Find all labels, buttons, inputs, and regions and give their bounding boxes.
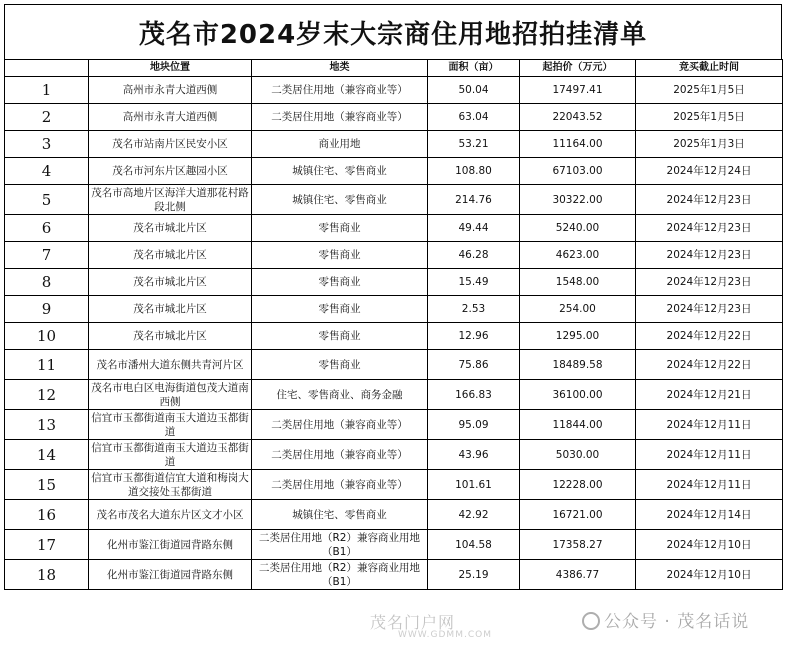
row-deadline: 2024年12月11日 (636, 410, 783, 440)
table-header-row (5, 60, 783, 77)
row-land-use: 零售商业 (252, 350, 428, 380)
row-location: 茂名市城北片区 (89, 323, 252, 350)
row-location: 茂名市城北片区 (89, 269, 252, 296)
row-starting-price: 30322.00 (520, 185, 636, 215)
row-number: 10 (5, 323, 89, 350)
row-starting-price: 254.00 (520, 296, 636, 323)
table-row (5, 242, 783, 269)
row-location: 茂名市潘州大道东侧共青河片区 (89, 350, 252, 380)
table-row (5, 560, 783, 590)
watermark-url: WWW.GDMM.COM (398, 630, 492, 640)
row-deadline: 2025年1月5日 (636, 77, 783, 104)
row-number: 17 (5, 530, 89, 560)
row-number: 4 (5, 158, 89, 185)
row-area: 63.04 (428, 104, 520, 131)
row-starting-price: 18489.58 (520, 350, 636, 380)
header-starting-price: 起拍价（万元） (520, 60, 636, 77)
row-deadline: 2024年12月23日 (636, 215, 783, 242)
row-area: 75.86 (428, 350, 520, 380)
row-number: 2 (5, 104, 89, 131)
watermark-account-label: 公众号 · 茂名话说 (604, 612, 750, 632)
row-starting-price: 17358.27 (520, 530, 636, 560)
row-location: 茂名市站南片区民安小区 (89, 131, 252, 158)
row-deadline: 2024年12月22日 (636, 350, 783, 380)
row-location: 茂名市茂名大道东片区文才小区 (89, 500, 252, 530)
row-number: 14 (5, 440, 89, 470)
row-area: 166.83 (428, 380, 520, 410)
row-starting-price: 11844.00 (520, 410, 636, 440)
row-land-use: 二类居住用地（兼容商业等） (252, 104, 428, 131)
table-row (5, 269, 783, 296)
table-row (5, 131, 783, 158)
watermark-account (582, 607, 749, 632)
row-land-use: 二类居住用地（兼容商业等） (252, 410, 428, 440)
row-deadline: 2024年12月23日 (636, 296, 783, 323)
table-row (5, 215, 783, 242)
row-number: 5 (5, 185, 89, 215)
row-starting-price: 67103.00 (520, 158, 636, 185)
row-area: 49.44 (428, 215, 520, 242)
row-area: 101.61 (428, 470, 520, 500)
row-location: 高州市永青大道西侧 (89, 77, 252, 104)
table-row (5, 440, 783, 470)
row-deadline: 2024年12月23日 (636, 269, 783, 296)
row-land-use: 城镇住宅、零售商业 (252, 185, 428, 215)
row-area: 15.49 (428, 269, 520, 296)
row-starting-price: 36100.00 (520, 380, 636, 410)
row-starting-price: 5240.00 (520, 215, 636, 242)
row-starting-price: 16721.00 (520, 500, 636, 530)
row-number: 11 (5, 350, 89, 380)
row-starting-price: 17497.41 (520, 77, 636, 104)
row-location: 高州市永青大道西侧 (89, 104, 252, 131)
table-row (5, 296, 783, 323)
row-starting-price: 1295.00 (520, 323, 636, 350)
row-starting-price: 5030.00 (520, 440, 636, 470)
row-location: 茂名市电白区电海街道包茂大道南西侧 (89, 380, 252, 410)
row-land-use: 零售商业 (252, 215, 428, 242)
row-location: 化州市鉴江街道园背路东侧 (89, 560, 252, 590)
row-number: 9 (5, 296, 89, 323)
row-number: 6 (5, 215, 89, 242)
row-location: 信宜市玉都街道信宜大道和梅岗大道交接处玉都街道 (89, 470, 252, 500)
header-no (5, 60, 89, 77)
row-location: 茂名市河东片区趣园小区 (89, 158, 252, 185)
row-deadline: 2024年12月11日 (636, 440, 783, 470)
row-deadline: 2025年1月3日 (636, 131, 783, 158)
row-area: 214.76 (428, 185, 520, 215)
row-deadline: 2024年12月10日 (636, 560, 783, 590)
row-deadline: 2024年12月21日 (636, 380, 783, 410)
row-location: 茂名市城北片区 (89, 296, 252, 323)
table-row (5, 500, 783, 530)
row-starting-price: 4623.00 (520, 242, 636, 269)
row-area: 46.28 (428, 242, 520, 269)
row-number: 16 (5, 500, 89, 530)
row-area: 25.19 (428, 560, 520, 590)
row-starting-price: 1548.00 (520, 269, 636, 296)
row-location: 茂名市城北片区 (89, 215, 252, 242)
row-area: 53.21 (428, 131, 520, 158)
watermark-site: 茂名门户网 (370, 613, 456, 632)
row-area: 43.96 (428, 440, 520, 470)
row-starting-price: 11164.00 (520, 131, 636, 158)
row-area: 12.96 (428, 323, 520, 350)
row-deadline: 2024年12月14日 (636, 500, 783, 530)
watermark (370, 600, 782, 646)
table-row (5, 158, 783, 185)
table-row (5, 104, 783, 131)
row-area: 95.09 (428, 410, 520, 440)
row-number: 18 (5, 560, 89, 590)
row-starting-price: 12228.00 (520, 470, 636, 500)
header-land-use: 地类 (252, 60, 428, 77)
row-land-use: 二类居住用地（R2）兼容商业用地（B1） (252, 560, 428, 590)
row-number: 8 (5, 269, 89, 296)
row-location: 茂名市城北片区 (89, 242, 252, 269)
row-starting-price: 22043.52 (520, 104, 636, 131)
row-area: 104.58 (428, 530, 520, 560)
row-starting-price: 4386.77 (520, 560, 636, 590)
header-location: 地块位置 (89, 60, 252, 77)
table-row (5, 77, 783, 104)
row-area: 108.80 (428, 158, 520, 185)
row-land-use: 零售商业 (252, 269, 428, 296)
row-land-use: 城镇住宅、零售商业 (252, 500, 428, 530)
table-row (5, 323, 783, 350)
row-location: 化州市鉴江街道园背路东侧 (89, 530, 252, 560)
row-location: 茂名市高地片区海洋大道那花村路段北侧 (89, 185, 252, 215)
header-deadline: 竞买截止时间 (636, 60, 783, 77)
row-deadline: 2024年12月11日 (636, 470, 783, 500)
row-number: 12 (5, 380, 89, 410)
row-number: 7 (5, 242, 89, 269)
row-area: 50.04 (428, 77, 520, 104)
row-land-use: 住宅、零售商业、商务金融 (252, 380, 428, 410)
row-land-use: 二类居住用地（R2）兼容商业用地（B1） (252, 530, 428, 560)
row-deadline: 2024年12月23日 (636, 185, 783, 215)
row-land-use: 城镇住宅、零售商业 (252, 158, 428, 185)
row-number: 3 (5, 131, 89, 158)
wechat-account-icon (582, 612, 600, 630)
row-deadline: 2024年12月23日 (636, 242, 783, 269)
row-area: 42.92 (428, 500, 520, 530)
row-land-use: 商业用地 (252, 131, 428, 158)
row-land-use: 二类居住用地（兼容商业等） (252, 440, 428, 470)
document-title: 茂名市2024岁末大宗商住用地招拍挂清单 (4, 4, 782, 60)
land-list-table (4, 59, 783, 590)
row-location: 信宜市玉都街道南玉大道边玉都街道 (89, 410, 252, 440)
row-number: 1 (5, 77, 89, 104)
row-deadline: 2025年1月5日 (636, 104, 783, 131)
header-area: 面积（亩） (428, 60, 520, 77)
row-land-use: 零售商业 (252, 323, 428, 350)
table-row (5, 530, 783, 560)
table-row (5, 185, 783, 215)
row-location: 信宜市玉都街道南玉大道边玉都街道 (89, 440, 252, 470)
row-deadline: 2024年12月10日 (636, 530, 783, 560)
table-row (5, 410, 783, 440)
row-deadline: 2024年12月22日 (636, 323, 783, 350)
row-number: 13 (5, 410, 89, 440)
row-land-use: 零售商业 (252, 296, 428, 323)
row-land-use: 零售商业 (252, 242, 428, 269)
row-land-use: 二类居住用地（兼容商业等） (252, 470, 428, 500)
row-area: 2.53 (428, 296, 520, 323)
row-number: 15 (5, 470, 89, 500)
table-row (5, 380, 783, 410)
row-land-use: 二类居住用地（兼容商业等） (252, 77, 428, 104)
table-row (5, 470, 783, 500)
row-deadline: 2024年12月24日 (636, 158, 783, 185)
table-row (5, 350, 783, 380)
